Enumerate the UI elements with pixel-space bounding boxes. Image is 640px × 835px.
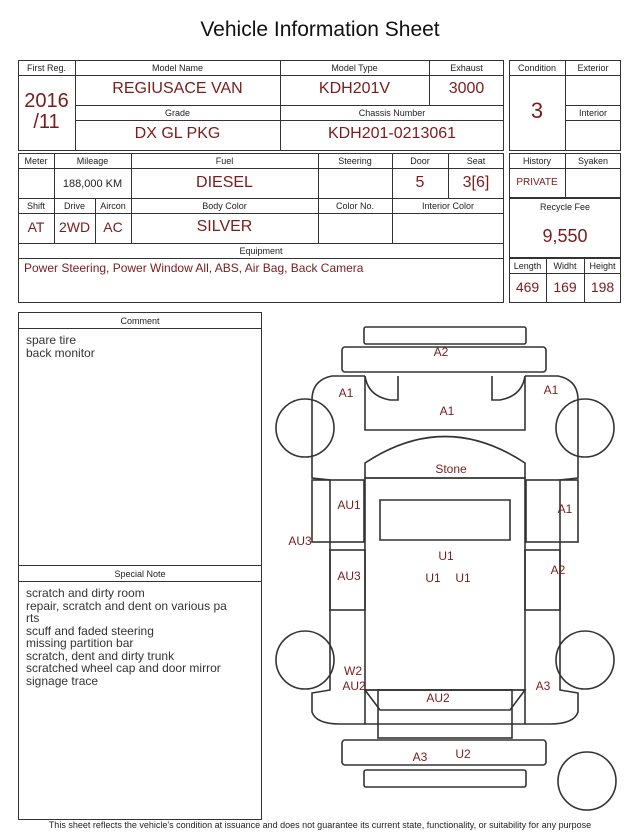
history-value: PRIVATE	[516, 177, 558, 188]
grade-value: DX GL PKG	[134, 125, 221, 142]
chassis-number-value: KDH201-0213061	[327, 125, 457, 142]
left-headlight	[365, 376, 398, 400]
seat-value: 3[6]	[462, 174, 490, 191]
syaken-label: Syaken	[577, 156, 609, 166]
model-name-value: REGIUSACE VAN	[112, 80, 243, 97]
damage-mark-au3-left-rear-door: AU3	[337, 569, 361, 583]
color-no-label: Color No.	[335, 201, 374, 211]
body-color-label: Body Color	[202, 201, 247, 211]
damage-mark-u1-roof-right: U1	[455, 571, 471, 585]
meter-label: Meter	[24, 156, 48, 166]
special-note-line-8: signage trace	[26, 673, 99, 688]
model-type-value: KDH201V	[318, 80, 391, 97]
special-note-line-2: repair, scratch and dent on various pa	[26, 598, 227, 613]
special-note-line-3: rts	[26, 611, 40, 625]
grade-label: Grade	[164, 108, 190, 118]
first-reg-label: First Reg.	[26, 63, 66, 73]
equipment-value: Power Steering, Power Window All, ABS, Air Bag, Back Camera	[24, 261, 364, 275]
comment-panel	[18, 312, 262, 820]
damage-mark-a1-left-fender: A1	[338, 386, 354, 400]
damage-mark-a1-right-fender: A1	[543, 383, 559, 397]
vehicle-damage-diagram	[262, 315, 640, 820]
damage-mark-au2-trunk: AU2	[426, 691, 450, 705]
door-value: 5	[415, 174, 425, 191]
aircon-label: Aircon	[100, 201, 126, 211]
height-value: 198	[590, 279, 615, 295]
hood	[365, 376, 525, 430]
model-name-label: Model Name	[151, 63, 204, 73]
roof	[365, 478, 525, 690]
fuel-label: Fuel	[215, 156, 234, 166]
damage-mark-a1-hood: A1	[439, 404, 455, 418]
condition-value: 3	[530, 98, 544, 123]
door-label: Door	[410, 156, 430, 166]
wheel-rear-left	[276, 631, 334, 689]
front-bumper-top	[364, 327, 526, 344]
damage-mark-a3-right-rear: A3	[535, 679, 551, 693]
rear-step	[364, 770, 526, 787]
rear-bumper	[342, 740, 546, 765]
mileage-value: 188,000 KM	[62, 178, 123, 190]
shift-value: AT	[27, 219, 45, 235]
damage-mark-stone: Stone	[435, 462, 467, 476]
interior-label: Interior	[578, 108, 607, 118]
aircon-value: AC	[103, 219, 123, 235]
damage-mark-u1-roof: U1	[438, 549, 454, 563]
damage-mark-a2-top: A2	[433, 345, 449, 359]
special-note-line-5: missing partition bar	[26, 636, 134, 650]
right-rear-window	[525, 550, 560, 610]
history-label: History	[522, 156, 551, 166]
wheel-rear-right	[556, 631, 614, 689]
damage-mark-a3-bumper: A3	[412, 750, 428, 764]
right-headlight	[492, 376, 525, 400]
interior-color-label: Interior Color	[421, 201, 475, 211]
length-value: 469	[515, 279, 540, 295]
sheet-title: Vehicle Information Sheet	[200, 18, 440, 41]
special-note-line-1: scratch and dirty room	[26, 586, 145, 600]
steering-label: Steering	[338, 156, 372, 166]
drive-value: 2WD	[58, 219, 91, 235]
width-value: 169	[553, 279, 577, 295]
wheel-front-left	[276, 399, 334, 457]
damage-mark-au2-left-rear: AU2	[342, 679, 366, 693]
recycle-fee-label: Recycle Fee	[539, 202, 591, 212]
roof-inner	[380, 500, 510, 540]
damage-mark-a2-right-rear-door: A2	[550, 563, 566, 577]
model-type-label: Model Type	[331, 63, 378, 73]
spare-wheel	[558, 752, 616, 810]
damage-mark-u1-roof-left: U1	[425, 571, 441, 585]
seat-label: Seat	[466, 156, 486, 166]
first-reg-month: /11	[33, 111, 60, 133]
disclaimer-footer: This sheet reflects the vehicle's condition at issuance and does not guarantee its current state, functionality, or suitability for any purpose	[48, 820, 592, 830]
exhaust-value: 3000	[448, 80, 485, 97]
height-label: Height	[589, 261, 616, 271]
shift-label: Shift	[26, 201, 45, 211]
fuel-value: DIESEL	[196, 174, 253, 191]
body-color-value: SILVER	[196, 218, 253, 235]
length-label: Length	[513, 261, 542, 271]
first-reg-year: 2016	[24, 90, 69, 112]
damage-mark-a1-right-door: A1	[557, 502, 573, 516]
drive-label: Drive	[63, 201, 85, 211]
comment-line-2: back monitor	[26, 345, 95, 360]
special-note-line-7: scratched wheel cap and door mirror	[26, 661, 221, 675]
damage-mark-u2-bumper: U2	[455, 747, 471, 761]
mileage-label: Mileage	[76, 156, 109, 166]
condition-label: Condition	[517, 63, 557, 73]
special-note-label: Special Note	[114, 569, 166, 579]
recycle-fee-value: 9,550	[542, 226, 588, 246]
damage-mark-au1-left-door: AU1	[337, 498, 361, 512]
wheel-front-right	[556, 399, 614, 457]
width-label: Widht	[553, 261, 577, 271]
comment-label: Comment	[120, 316, 160, 326]
chassis-number-label: Chassis Number	[358, 108, 426, 118]
damage-mark-w2-rear-glass: W2	[344, 664, 362, 678]
damage-mark-au3-left-pillar: AU3	[288, 534, 312, 548]
exhaust-label: Exhaust	[450, 63, 483, 73]
special-note-line-6: scratch, dent and dirty trunk	[26, 648, 175, 663]
equipment-label: Equipment	[239, 246, 283, 256]
exterior-label: Exterior	[577, 63, 609, 73]
special-note-line-4: scuff and faded steering	[26, 623, 154, 638]
comment-line-1: spare tire	[26, 333, 77, 347]
